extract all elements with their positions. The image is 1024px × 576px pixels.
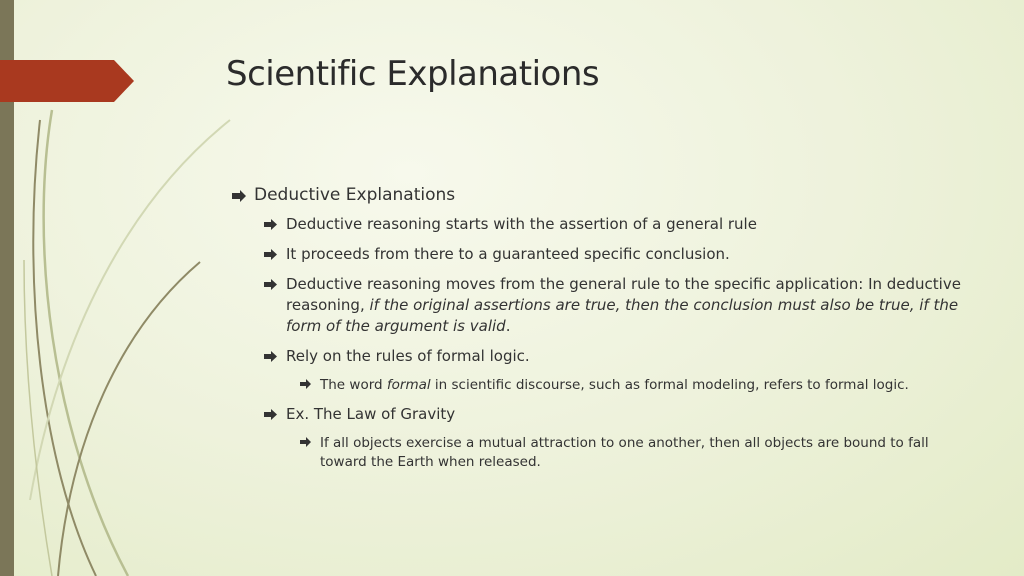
- right-arrow-bullet-icon: [264, 350, 278, 362]
- list-item-text: Deductive Explanations: [254, 185, 456, 205]
- list-item-text-end: .: [505, 317, 511, 335]
- right-arrow-bullet-icon: [232, 189, 246, 201]
- right-arrow-bullet-icon: [300, 437, 314, 449]
- bullet-list: [232, 184, 972, 481]
- list-item: [232, 184, 972, 206]
- list-item: [264, 274, 972, 337]
- list-item: [300, 434, 972, 472]
- right-arrow-bullet-icon: [264, 218, 278, 230]
- list-item-text: The word: [320, 377, 387, 393]
- list-item-text: Ex. The Law of Gravity: [286, 405, 456, 423]
- list-item: [264, 346, 972, 367]
- list-item: [300, 376, 972, 395]
- list-item-italic-text: if the original assertions are true, then the conclusion must also be true, if the form of the argument is valid: [286, 296, 959, 335]
- slide-title: Scientific Explanations: [226, 54, 600, 94]
- list-item: [264, 214, 972, 235]
- right-arrow-bullet-icon: [300, 379, 314, 391]
- list-item-text: If all objects exercise a mutual attraction to one another, then all objects are bound to fall toward the Earth when released.: [320, 435, 929, 470]
- list-item-text-end: in scientific discourse, such as formal modeling, refers to formal logic.: [430, 377, 909, 393]
- right-arrow-bullet-icon: [264, 248, 278, 260]
- title-accent-arrow: [0, 60, 134, 102]
- list-item-text: Deductive reasoning starts with the assertion of a general rule: [286, 215, 757, 233]
- list-item-text: Rely on the rules of formal logic.: [286, 347, 530, 365]
- list-item-text: It proceeds from there to a guaranteed specific conclusion.: [286, 245, 730, 263]
- list-item: [264, 244, 972, 265]
- right-arrow-bullet-icon: [264, 408, 278, 420]
- list-item: [264, 404, 972, 425]
- right-arrow-bullet-icon: [264, 278, 278, 290]
- list-item-text: Deductive reasoning moves from the general rule to the specific application: In deductive reasoning,: [286, 275, 961, 314]
- list-item-italic-text: formal: [386, 377, 431, 393]
